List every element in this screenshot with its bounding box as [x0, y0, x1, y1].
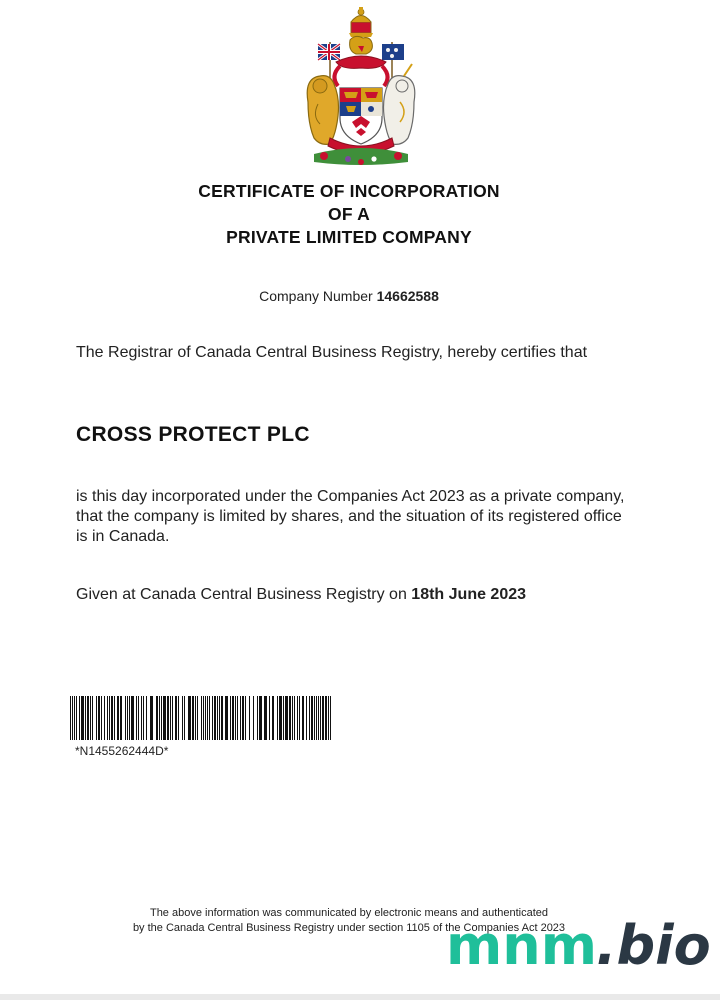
barcode-bar	[277, 696, 278, 740]
watermark-part-2: .bio	[596, 914, 711, 977]
barcode-bar	[101, 696, 102, 740]
barcode-bar	[259, 696, 262, 740]
barcode-bar	[230, 696, 231, 740]
barcode-bar	[294, 696, 295, 740]
barcode-bar	[289, 696, 291, 740]
barcode-bar	[269, 696, 270, 740]
barcode-bar	[79, 696, 80, 740]
barcode-bar	[285, 696, 288, 740]
barcode-bar	[107, 696, 108, 740]
barcode-bar	[81, 696, 84, 740]
barcode-bar	[221, 696, 223, 740]
barcode-bar	[136, 696, 137, 740]
crown-icon	[349, 7, 373, 37]
certification-intro: The Registrar of Canada Central Business Registry, hereby certifies that	[76, 344, 588, 361]
title-line-1: CERTIFICATE OF INCORPORATION	[198, 181, 500, 201]
barcode-bar	[209, 696, 210, 740]
barcode-bar	[167, 696, 169, 740]
barcode-bar	[306, 696, 307, 740]
barcode-bar	[114, 696, 115, 740]
barcode-bar	[297, 696, 298, 740]
barcode-bar	[249, 696, 250, 740]
barcode-bar	[131, 696, 134, 740]
barcode-bar	[257, 696, 258, 740]
barcode-bar	[127, 696, 128, 740]
barcode-bar	[214, 696, 216, 740]
barcode-bar	[129, 696, 130, 740]
barcode-bar	[309, 696, 310, 740]
barcode-bar	[87, 696, 89, 740]
mnm-bio-watermark-logo	[446, 912, 716, 982]
barcode-bar	[125, 696, 126, 740]
barcode-bar	[76, 696, 77, 740]
barcode-bar	[292, 696, 293, 740]
barcode-bar	[217, 696, 218, 740]
barcode-bar	[299, 696, 300, 740]
barcode-bar	[178, 696, 179, 740]
barcode-bar	[92, 696, 93, 740]
barcode-bar	[264, 696, 267, 740]
barcode-bar	[201, 696, 202, 740]
barcode-bar	[188, 696, 191, 740]
barcode-bar	[240, 696, 241, 740]
barcode-bar	[104, 696, 105, 740]
barcode-bar	[330, 696, 331, 740]
given-at-line	[76, 585, 636, 605]
barcode	[70, 696, 332, 740]
barcode-bar	[170, 696, 171, 740]
certification-statement: is this day incorporated under the Companies Act 2023 as a private company, that the company is limited by shares, and the situation of its registered office is in Canada.	[76, 488, 625, 545]
given-date: 18th June 2023	[411, 586, 527, 603]
barcode-bar	[96, 696, 97, 740]
barcode-bar	[207, 696, 208, 740]
barcode-bar	[70, 696, 71, 740]
barcode-bar	[242, 696, 244, 740]
title-line-2: OF A	[328, 204, 370, 224]
barcode-bar	[143, 696, 144, 740]
barcode-bar	[318, 696, 319, 740]
barcode-bar	[212, 696, 213, 740]
company-name: CROSS PROTECT PLC	[76, 423, 310, 446]
barcode-bar	[111, 696, 113, 740]
barcode-bar	[159, 696, 160, 740]
barcode-bar	[182, 696, 183, 740]
barcode-bar	[156, 696, 158, 740]
barcode-bar	[325, 696, 327, 740]
barcode-bar	[109, 696, 110, 740]
barcode-bar	[205, 696, 206, 740]
barcode-bar	[197, 696, 198, 740]
barcode-bar	[203, 696, 204, 740]
barcode-bar	[219, 696, 220, 740]
barcode-bar	[311, 696, 313, 740]
barcode-bar	[117, 696, 119, 740]
company-number-value: 14662588	[376, 288, 439, 304]
barcode-bar	[328, 696, 329, 740]
barcode-bar	[195, 696, 196, 740]
footer-line-2: by the Canada Central Business Registry under section 1105 of the Companies Act 2023	[132, 922, 566, 934]
coat-of-arms-icon	[300, 6, 422, 168]
barcode-bar	[283, 696, 284, 740]
footer-line-1: The above information was communicated by electronic means and authenticated	[149, 907, 549, 919]
barcode-bar	[141, 696, 142, 740]
barcode-bar	[320, 696, 321, 740]
barcode-bar	[237, 696, 238, 740]
barcode-bar	[120, 696, 122, 740]
barcode-text: *N1455262444D*	[75, 744, 169, 758]
page-bottom-edge	[0, 994, 720, 1000]
barcode-bar	[184, 696, 185, 740]
barcode-bar	[172, 696, 173, 740]
certificate-title	[0, 180, 698, 249]
barcode-bar	[146, 696, 147, 740]
title-line-3: PRIVATE LIMITED COMPANY	[226, 227, 472, 247]
given-at-prefix: Given at Canada Central Business Registry on	[76, 586, 407, 603]
company-number-label: Company Number	[259, 288, 373, 304]
barcode-bar	[232, 696, 234, 740]
company-number	[0, 288, 698, 304]
barcode-bar	[253, 696, 254, 740]
barcode-bar	[161, 696, 162, 740]
barcode-bar	[272, 696, 274, 740]
barcode-bar	[316, 696, 317, 740]
barcode-bar	[175, 696, 177, 740]
barcode-bar	[314, 696, 315, 740]
barcode-bar	[245, 696, 246, 740]
barcode-bar	[235, 696, 236, 740]
barcode-bar	[74, 696, 75, 740]
barcode-bar	[98, 696, 100, 740]
barcode-bar	[279, 696, 282, 740]
watermark-part-1: mnm	[446, 914, 597, 977]
barcode-bar	[138, 696, 139, 740]
barcode-bar	[192, 696, 194, 740]
barcode-bar	[322, 696, 324, 740]
barcode-bar	[90, 696, 91, 740]
barcode-bar	[72, 696, 73, 740]
barcode-bar	[85, 696, 86, 740]
barcode-bar	[150, 696, 153, 740]
barcode-bar	[225, 696, 228, 740]
barcode-bar	[302, 696, 304, 740]
barcode-bar	[163, 696, 166, 740]
